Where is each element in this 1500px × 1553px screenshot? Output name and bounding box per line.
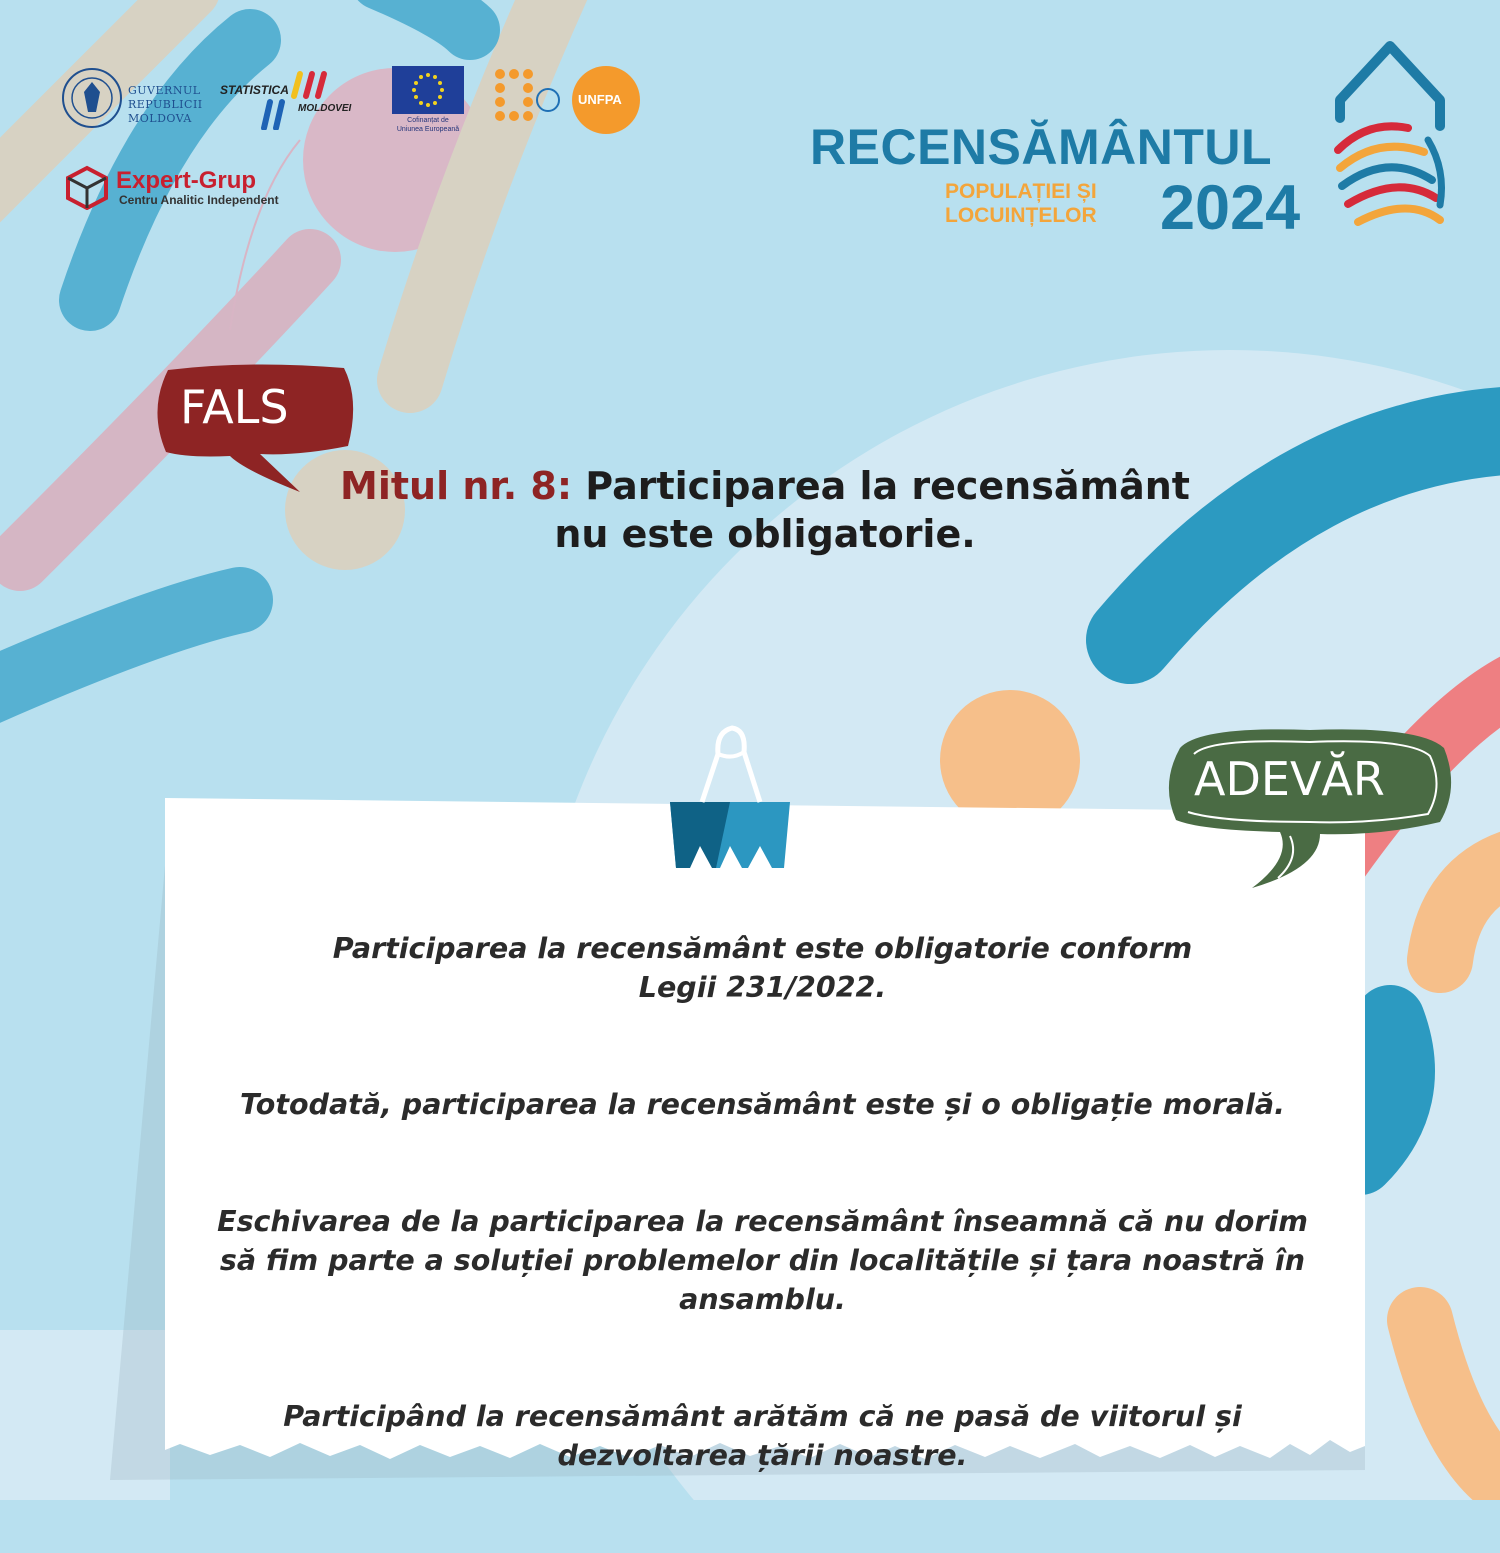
statistica-logo-icon: [258, 68, 330, 130]
false-label: FALS: [180, 380, 289, 434]
census-year: 2024: [1160, 173, 1301, 243]
binder-clip-icon: [660, 720, 800, 870]
myth-line2: nu este obligatorie.: [554, 512, 976, 556]
expert-grup-cube-icon: [64, 164, 110, 210]
answer-paragraph-1: Participarea la recensământ este obligatorie conform Legii 231/2022.: [332, 932, 1193, 1004]
answer-text: [180, 890, 1345, 1553]
eu-caption: Cofinanțat de Uniunea Europeană: [396, 117, 460, 133]
myth-prefix: Mitul nr. 8:: [340, 464, 573, 508]
census-title: RECENSĂMÂNTUL: [810, 119, 1273, 175]
census-house-fingerprint-icon: [1328, 40, 1458, 235]
myth-statement: [250, 462, 1280, 558]
census-subtitle: [945, 180, 1097, 228]
answer-paragraph-2: Totodată, participarea la recensământ este și o obligație morală.: [240, 1088, 1285, 1121]
myth-line1: Participarea la recensământ: [585, 464, 1190, 508]
true-label: ADEVĂR: [1194, 752, 1385, 806]
expert-grup-tagline: Centru Analitic Independent: [119, 193, 279, 207]
answer-paragraph-4: Participând la recensământ arătăm că ne pasă de viitorul și dezvoltarea țării noastre.: [283, 1400, 1242, 1472]
eu-flag-icon: [392, 66, 464, 114]
unfpa-label: UNFPA: [578, 92, 622, 107]
government-emblem-icon: [60, 66, 124, 130]
expert-grup-name: Expert-Grup: [116, 167, 257, 194]
answer-paragraph-3: Eschivarea de la participarea la recensământ înseamnă că nu dorim să fim parte a soluției problemelor din localitățile și țara noastră în ansamblu.: [217, 1205, 1308, 1316]
census-subtitle-line1: POPULAȚIEI ȘI: [945, 180, 1097, 203]
statistica-logo-line2: MOLDOVEI: [298, 103, 352, 114]
census-subtitle-line2: LOCUINȚELOR: [945, 204, 1097, 227]
government-logo-label: GUVERNUL REPUBLICII MOLDOVA: [128, 84, 203, 125]
statistica-logo-line1: STATISTICA: [220, 83, 289, 97]
